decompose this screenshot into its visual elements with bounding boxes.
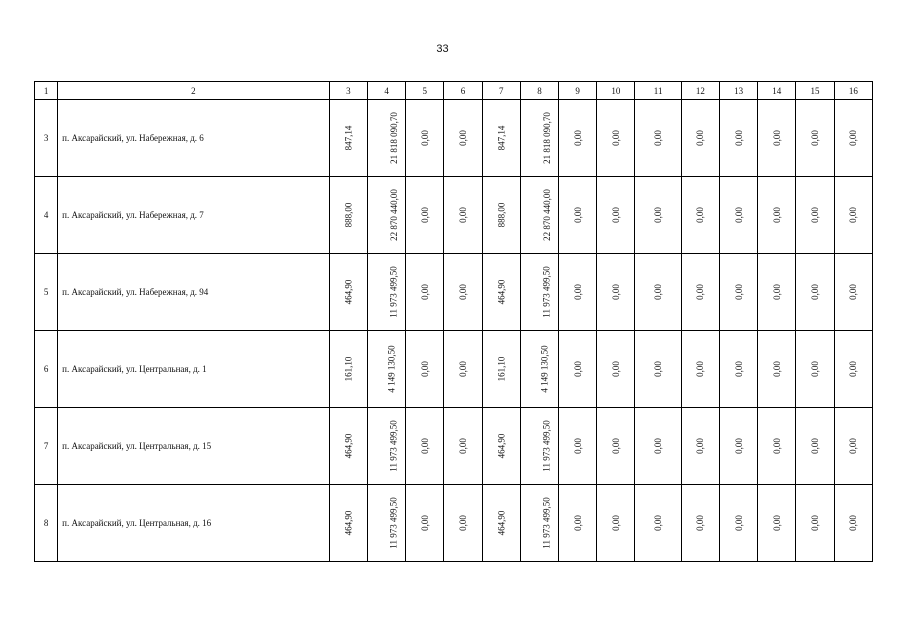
value-text: 0,00 <box>653 515 664 531</box>
value-text: 0,00 <box>572 361 583 377</box>
value-cell <box>834 331 872 408</box>
value-text: 0,00 <box>419 361 430 377</box>
value-cell <box>444 408 482 485</box>
value-text: 0,00 <box>771 515 782 531</box>
value-cell <box>520 331 558 408</box>
column-header: 9 <box>559 82 597 100</box>
value-cell <box>635 177 681 254</box>
value-cell <box>406 331 444 408</box>
value-cell <box>406 485 444 562</box>
table-body <box>35 100 873 562</box>
row-number: 8 <box>35 485 58 562</box>
value-cell <box>367 331 405 408</box>
value-cell <box>520 177 558 254</box>
value-cell <box>834 254 872 331</box>
value-cell <box>597 485 635 562</box>
value-text: 11 973 499,50 <box>541 266 552 318</box>
table-row <box>35 331 873 408</box>
table-row <box>35 408 873 485</box>
value-cell <box>719 485 757 562</box>
value-text: 22 870 440,00 <box>388 189 399 241</box>
value-text: 11 973 499,50 <box>541 420 552 472</box>
column-header: 14 <box>758 82 796 100</box>
value-text: 0,00 <box>848 284 859 300</box>
value-cell <box>681 408 719 485</box>
value-cell <box>482 177 520 254</box>
value-cell <box>367 100 405 177</box>
value-cell <box>796 177 834 254</box>
value-text: 0,00 <box>771 207 782 223</box>
value-cell <box>367 177 405 254</box>
value-text: 847,14 <box>496 125 507 151</box>
address-cell: п. Аксарайский, ул. Центральная, д. 15 <box>58 408 330 485</box>
value-text: 0,00 <box>572 438 583 454</box>
value-text: 0,00 <box>458 438 468 454</box>
value-text: 0,00 <box>572 515 583 531</box>
value-cell <box>444 331 482 408</box>
column-header: 5 <box>406 82 444 100</box>
address-cell: п. Аксарайский, ул. Набережная, д. 94 <box>58 254 330 331</box>
row-number: 4 <box>35 177 58 254</box>
value-text: 0,00 <box>695 207 706 223</box>
value-text: 0,00 <box>653 361 664 377</box>
value-text: 11 973 499,50 <box>388 420 399 472</box>
value-cell <box>520 100 558 177</box>
value-text: 0,00 <box>848 130 859 146</box>
value-text: 0,00 <box>653 438 664 454</box>
value-text: 0,00 <box>810 284 821 300</box>
value-cell <box>406 254 444 331</box>
value-text: 888,00 <box>496 202 507 228</box>
value-text: 0,00 <box>419 284 430 300</box>
value-text: 0,00 <box>419 130 430 146</box>
value-text: 464,90 <box>496 433 507 459</box>
row-number: 7 <box>35 408 58 485</box>
value-text: 0,00 <box>695 438 706 454</box>
value-cell <box>367 485 405 562</box>
value-text: 0,00 <box>810 207 821 223</box>
value-text: 0,00 <box>610 284 621 300</box>
column-header: 10 <box>597 82 635 100</box>
address-cell: п. Аксарайский, ул. Набережная, д. 7 <box>58 177 330 254</box>
value-cell <box>796 254 834 331</box>
value-cell <box>329 408 367 485</box>
value-cell <box>520 408 558 485</box>
value-text: 161,10 <box>496 356 507 382</box>
value-text: 464,90 <box>343 279 354 305</box>
value-cell <box>834 100 872 177</box>
value-text: 0,00 <box>695 361 706 377</box>
value-cell <box>482 408 520 485</box>
value-cell <box>444 485 482 562</box>
value-cell <box>758 485 796 562</box>
value-cell <box>681 254 719 331</box>
value-cell <box>758 331 796 408</box>
value-text: 21 818 090,70 <box>388 112 399 164</box>
value-text: 0,00 <box>610 438 621 454</box>
value-text: 0,00 <box>848 207 859 223</box>
value-cell <box>406 408 444 485</box>
value-text: 0,00 <box>771 438 782 454</box>
value-cell <box>482 331 520 408</box>
value-text: 0,00 <box>848 515 859 531</box>
value-text: 11 973 499,50 <box>388 497 399 549</box>
value-cell <box>559 408 597 485</box>
value-text: 0,00 <box>458 207 468 223</box>
header-row <box>35 82 873 100</box>
value-cell <box>559 254 597 331</box>
value-cell <box>719 100 757 177</box>
column-header: 6 <box>444 82 482 100</box>
value-cell <box>482 254 520 331</box>
column-header: 8 <box>520 82 558 100</box>
column-header: 4 <box>367 82 405 100</box>
value-text: 0,00 <box>610 515 621 531</box>
value-text: 0,00 <box>733 207 744 223</box>
value-cell <box>719 331 757 408</box>
value-cell <box>444 100 482 177</box>
value-cell <box>834 177 872 254</box>
row-number: 6 <box>35 331 58 408</box>
value-text: 847,14 <box>343 125 354 151</box>
value-cell <box>406 100 444 177</box>
page-number: 33 <box>436 43 449 55</box>
value-text: 21 818 090,70 <box>541 112 552 164</box>
table-row <box>35 100 873 177</box>
value-cell <box>597 408 635 485</box>
value-cell <box>681 100 719 177</box>
value-text: 0,00 <box>653 130 664 146</box>
value-text: 4 149 130,50 <box>386 345 397 393</box>
value-cell <box>796 485 834 562</box>
value-text: 888,00 <box>343 202 354 228</box>
value-text: 0,00 <box>733 130 744 146</box>
value-cell <box>482 485 520 562</box>
value-text: 0,00 <box>733 515 744 531</box>
value-cell <box>719 177 757 254</box>
value-text: 0,00 <box>419 515 430 531</box>
column-header: 11 <box>635 82 681 100</box>
value-text: 0,00 <box>733 361 744 377</box>
value-cell <box>758 177 796 254</box>
value-cell <box>796 100 834 177</box>
table-row <box>35 177 873 254</box>
value-cell <box>329 485 367 562</box>
column-header: 2 <box>58 82 330 100</box>
value-text: 0,00 <box>419 207 430 223</box>
address-cell: п. Аксарайский, ул. Центральная, д. 1 <box>58 331 330 408</box>
value-cell <box>444 177 482 254</box>
value-cell <box>559 331 597 408</box>
value-cell <box>597 254 635 331</box>
value-cell <box>796 408 834 485</box>
value-cell <box>635 408 681 485</box>
value-text: 0,00 <box>848 361 859 377</box>
value-cell <box>520 254 558 331</box>
value-text: 0,00 <box>653 207 664 223</box>
value-cell <box>367 408 405 485</box>
value-cell <box>329 177 367 254</box>
value-cell <box>367 254 405 331</box>
address-cell: п. Аксарайский, ул. Центральная, д. 16 <box>58 485 330 562</box>
value-cell <box>834 485 872 562</box>
value-cell <box>559 100 597 177</box>
row-number: 3 <box>35 100 58 177</box>
value-text: 0,00 <box>458 515 468 531</box>
value-cell <box>834 408 872 485</box>
column-header: 7 <box>482 82 520 100</box>
value-text: 0,00 <box>771 130 782 146</box>
value-text: 464,90 <box>343 510 354 536</box>
value-text: 0,00 <box>572 284 583 300</box>
value-cell <box>719 408 757 485</box>
value-cell <box>597 177 635 254</box>
column-header: 1 <box>35 82 58 100</box>
value-cell <box>758 100 796 177</box>
value-cell <box>719 254 757 331</box>
value-text: 0,00 <box>771 284 782 300</box>
value-cell <box>444 254 482 331</box>
value-text: 0,00 <box>810 515 821 531</box>
address-cell: п. Аксарайский, ул. Набережная, д. 6 <box>58 100 330 177</box>
value-cell <box>681 177 719 254</box>
value-text: 0,00 <box>810 130 821 146</box>
value-text: 464,90 <box>343 433 354 459</box>
value-cell <box>635 331 681 408</box>
column-header: 15 <box>796 82 834 100</box>
column-header: 3 <box>329 82 367 100</box>
value-text: 0,00 <box>810 438 821 454</box>
value-cell <box>758 408 796 485</box>
value-cell <box>559 485 597 562</box>
value-text: 4 149 130,50 <box>539 345 550 393</box>
value-text: 0,00 <box>695 130 706 146</box>
value-cell <box>482 100 520 177</box>
value-cell <box>329 100 367 177</box>
value-cell <box>635 485 681 562</box>
column-header: 12 <box>681 82 719 100</box>
value-text: 161,10 <box>343 356 354 382</box>
value-text: 0,00 <box>458 130 468 146</box>
value-text: 0,00 <box>771 361 782 377</box>
value-cell <box>681 331 719 408</box>
value-cell <box>520 485 558 562</box>
value-cell <box>635 100 681 177</box>
value-text: 0,00 <box>458 284 468 300</box>
table-row <box>35 254 873 331</box>
value-text: 464,90 <box>496 279 507 305</box>
value-cell <box>559 177 597 254</box>
value-cell <box>329 254 367 331</box>
value-text: 0,00 <box>610 207 621 223</box>
value-cell <box>796 331 834 408</box>
column-header: 16 <box>834 82 872 100</box>
value-cell <box>635 254 681 331</box>
value-text: 0,00 <box>695 515 706 531</box>
value-text: 0,00 <box>733 284 744 300</box>
value-text: 0,00 <box>458 361 468 377</box>
value-text: 0,00 <box>572 130 583 146</box>
value-text: 0,00 <box>653 284 664 300</box>
value-cell <box>329 331 367 408</box>
value-text: 0,00 <box>572 207 583 223</box>
value-text: 0,00 <box>810 361 821 377</box>
value-text: 0,00 <box>419 438 430 454</box>
value-text: 22 870 440,00 <box>541 189 552 241</box>
column-header: 13 <box>719 82 757 100</box>
value-text: 11 973 499,50 <box>541 497 552 549</box>
data-table <box>34 81 873 562</box>
table-row <box>35 485 873 562</box>
value-text: 0,00 <box>695 284 706 300</box>
value-text: 0,00 <box>610 130 621 146</box>
value-text: 11 973 499,50 <box>388 266 399 318</box>
value-cell <box>406 177 444 254</box>
value-cell <box>597 331 635 408</box>
value-text: 0,00 <box>848 438 859 454</box>
value-text: 0,00 <box>610 361 621 377</box>
value-text: 0,00 <box>733 438 744 454</box>
value-text: 464,90 <box>496 510 507 536</box>
value-cell <box>681 485 719 562</box>
value-cell <box>758 254 796 331</box>
row-number: 5 <box>35 254 58 331</box>
value-cell <box>597 100 635 177</box>
